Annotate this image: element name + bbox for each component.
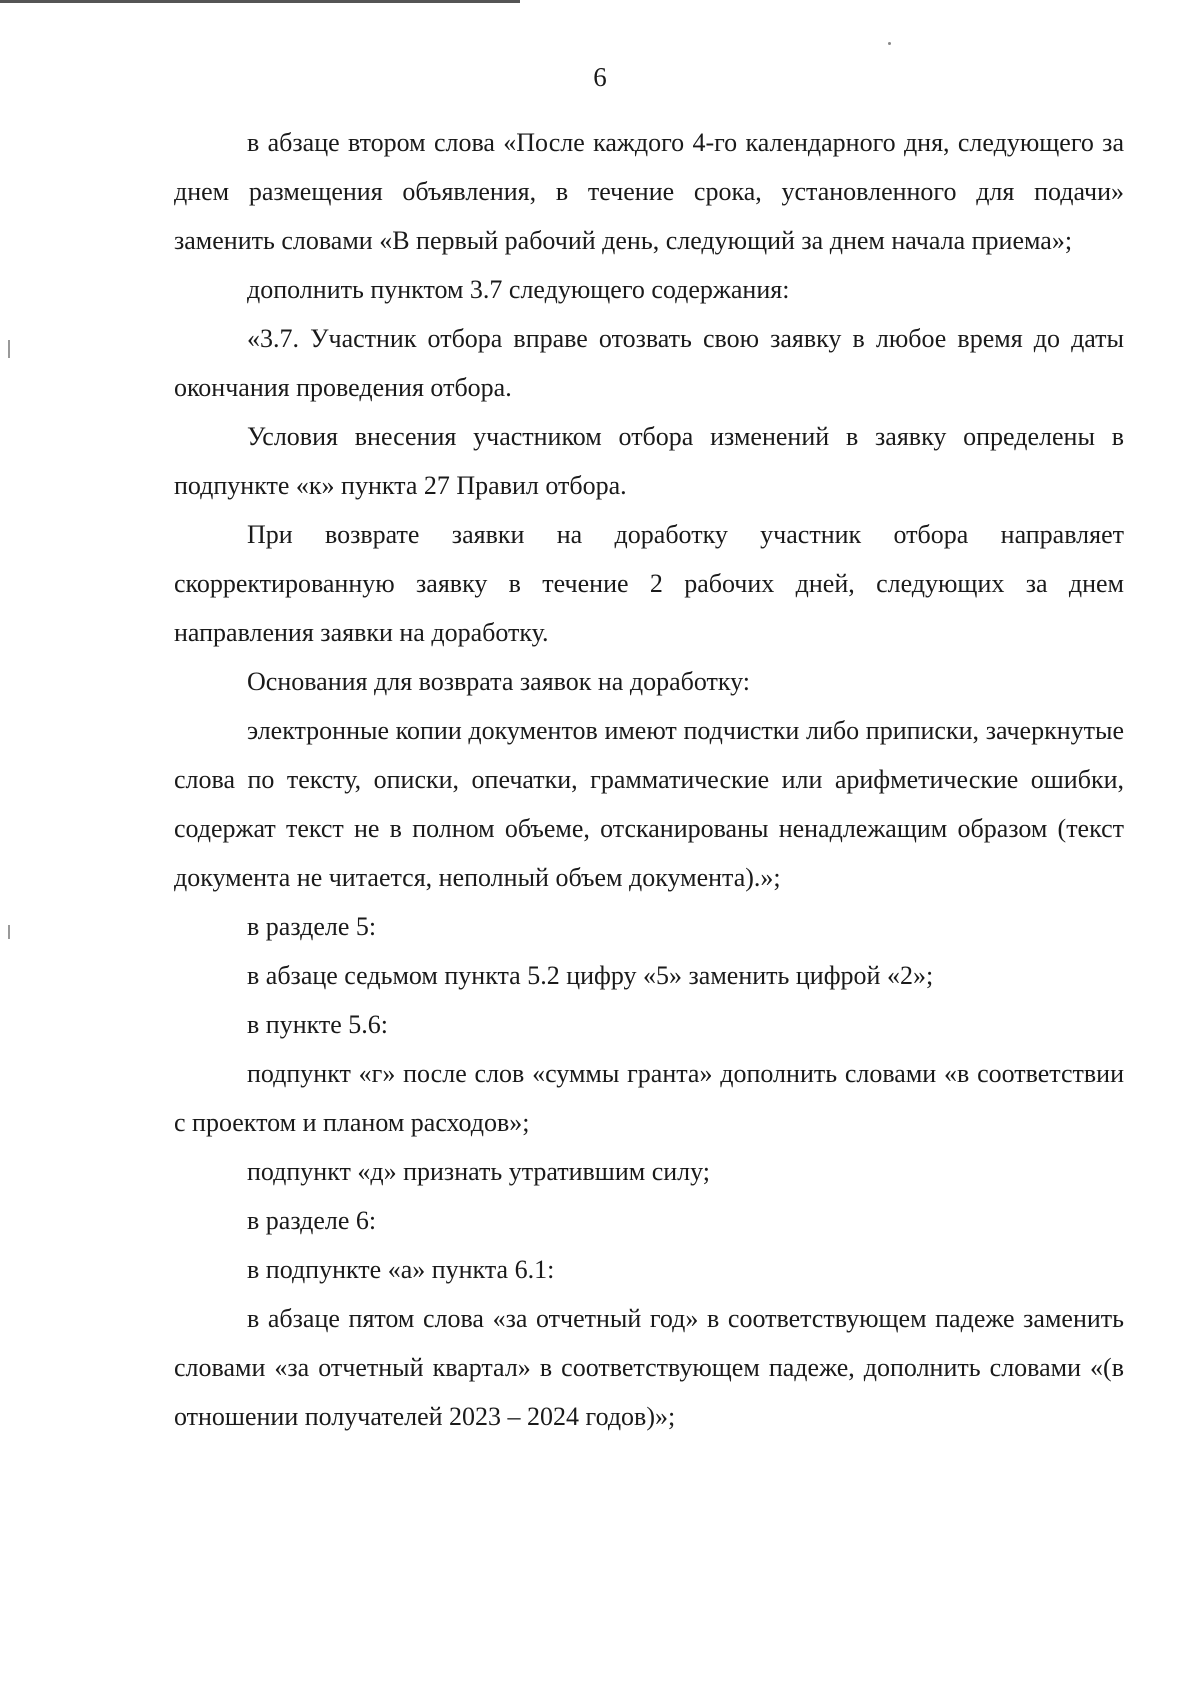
- paragraph: Условия внесения участником отбора изменений в заявку определены в подпункте «к» пункта 27 Правил отбора.: [174, 422, 1124, 500]
- document-body: [174, 118, 1124, 1441]
- paragraph: в разделе 5:: [247, 912, 377, 941]
- paragraph: Основания для возврата заявок на доработку:: [247, 667, 751, 696]
- paragraph: дополнить пунктом 3.7 следующего содержания:: [247, 275, 790, 304]
- paragraph: «3.7. Участник отбора вправе отозвать свою заявку в любое время до даты окончания проведения отбора.: [174, 324, 1124, 402]
- paragraph: в абзаце седьмом пункта 5.2 цифру «5» заменить цифрой «2»;: [247, 961, 934, 990]
- scan-speck: [888, 42, 891, 45]
- paragraph: в абзаце втором слова «После каждого 4-го календарного дня, следующего за днем размещения объявления, в течение срока, установленного для подачи» заменить словами «В первый рабочий день, следующий за днем начала приема»;: [174, 128, 1124, 255]
- scan-margin-mark: [8, 340, 10, 358]
- paragraph: в подпункте «а» пункта 6.1:: [247, 1255, 555, 1284]
- paragraph: в абзаце пятом слова «за отчетный год» в соответствующем падеже заменить словами «за отчетный квартал» в соответствующем падеже, дополнить словами «(в отношении получателей 2023 – 2024 годов)»;: [174, 1304, 1124, 1431]
- paragraph: подпункт «г» после слов «суммы гранта» дополнить словами «в соответствии с проектом и планом расходов»;: [174, 1059, 1124, 1137]
- page-number: 6: [593, 62, 607, 92]
- paragraph: в пункте 5.6:: [247, 1010, 389, 1039]
- paragraph: подпункт «д» признать утратившим силу;: [247, 1157, 710, 1186]
- scan-margin-mark: [8, 925, 10, 939]
- scan-top-edge: [0, 0, 520, 3]
- paragraph: в разделе 6:: [247, 1206, 377, 1235]
- paragraph: электронные копии документов имеют подчистки либо приписки, зачеркнутые слова по тексту, описки, опечатки, грамматические или арифметические ошибки, содержат текст не в полном объеме, отсканированы ненадлежащим образом (текст документа не читается, неполный объем документа).»;: [174, 716, 1124, 892]
- paragraph: При возврате заявки на доработку участник отбора направляет скорректированную заявку в течение 2 рабочих дней, следующих за днем направления заявки на доработку.: [174, 520, 1124, 647]
